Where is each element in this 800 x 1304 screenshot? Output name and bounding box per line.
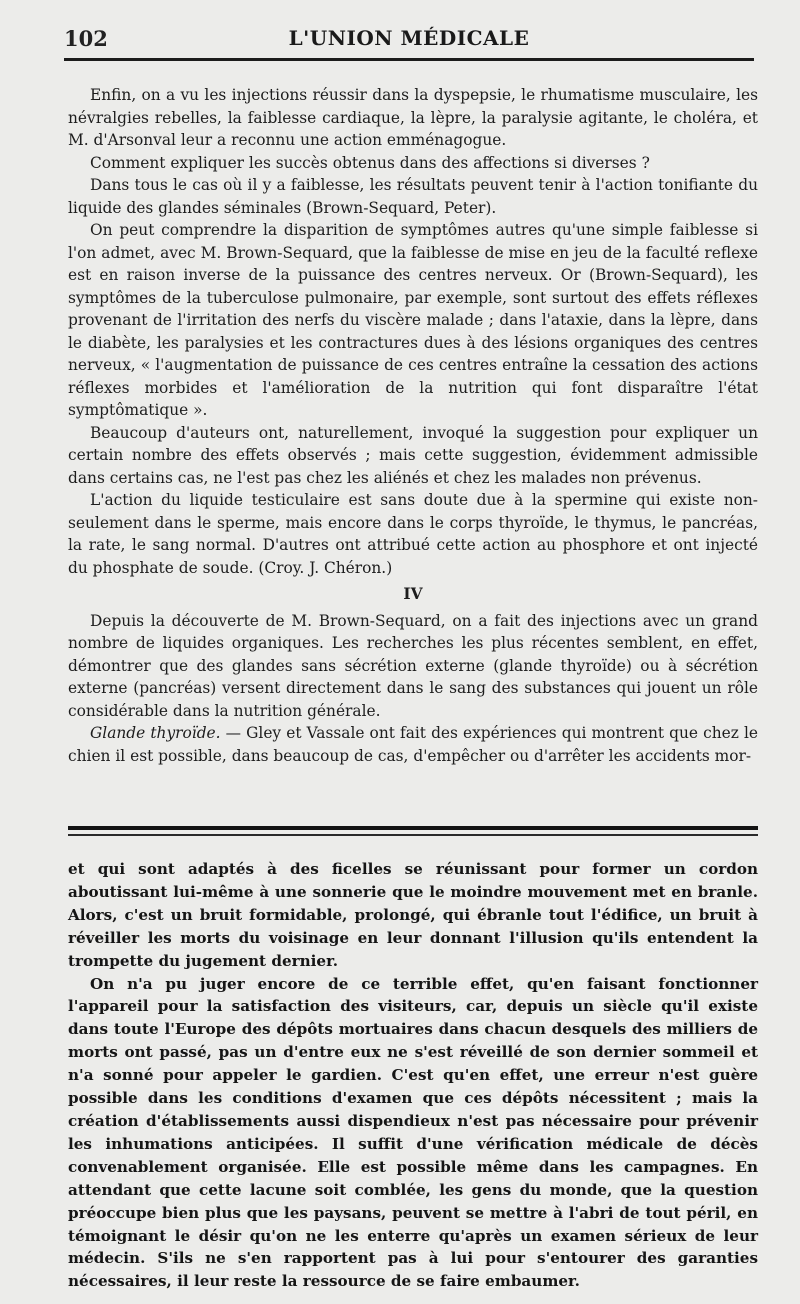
section-heading: IV <box>403 585 423 603</box>
paragraph-text: — Gley et Vassale ont fait des expériences qui montrent que chez le chien il est possible, dans beaucoup de cas, d'empêcher ou d'arrêter les accidents mor- <box>68 724 758 765</box>
page-number: 102 <box>64 26 108 51</box>
paragraph: L'action du liquide testiculaire est sans doute due à la spermine qui existe non-seulement dans le sperme, mais encore dans le corps thyroïde, le thymus, le pancréas, la rate, le sang normal. D'autres ont attribué cette action au phosphore et ont injecté du phosphate de soude. (Croy. J. Chéron.) <box>68 491 758 577</box>
feuilleton-rule-thin <box>68 834 758 836</box>
paragraph: Beaucoup d'auteurs ont, naturellement, invoqué la suggestion pour expliquer un certain nombre des effets observés ; mais cette suggestion, évidemment admissible dans certains cas, ne l'est pas chez les aliénés et chez les malades non prévenus. <box>68 423 758 487</box>
feuilleton-section <box>68 858 758 1293</box>
paragraph: Depuis la découverte de M. Brown-Sequard, on a fait des injections avec un grand nombre de liquides organiques. Les recherches les plus récentes semblent, en effet, démontrer que des glandes sans sécrétion externe (glande thyroïde) ou à sécrétion externe (pancréas) versent directement dans le sang des substances qui jouent un rôle considérable dans la nutrition générale. <box>68 611 758 720</box>
paragraph: et qui sont adaptés à des ficelles se réunissant pour former un cordon aboutissant lui-même à une sonnerie que le moindre mouvement met en branle. Alors, c'est un bruit formidable, prolongé, qui ébranle tout l'édifice, un bruit à réveiller les morts du voisinage en leur donnant l'illusion qu'ils entendent la trompette du jugement dernier. <box>68 860 758 970</box>
header-rule <box>64 58 754 61</box>
main-article <box>68 84 758 767</box>
paragraph: On n'a pu juger encore de ce terrible effet, qu'en faisant fonctionner l'appareil pour la satisfaction des visiteurs, car, depuis un siècle qu'il existe dans toute l'Europe des dépôts mortuaires dans chacun desquels des milliers de morts ont passé, pas un d'entre eux ne s'est réveillé de son dernier sommeil et n'a sonné pour appeler le gardien. C'est qu'en effet, une erreur n'est guère possible dans les conditions d'examen que ces dépôts nécessitent ; mais la création d'établissements aussi dispendieux n'est pas nécessaire pour prévenir les inhumations anticipées. Il suffit d'une vérification médicale de décès convenablement organisée. Elle est possible même dans les campagnes. En attendant que cette lacune soit comblée, les gens du monde, que la question préoccupe bien plus que les paysans, peuvent se mettre à l'abri de tout péril, en témoignant le désir qu'on ne les enterre qu'après un examen sérieux de leur médecin. S'ils ne s'en rapportent pas à lui pour s'entourer des garanties nécessaires, il leur reste la ressource de se faire embaumer. <box>68 974 758 1291</box>
journal-title: L'UNION MÉDICALE <box>288 26 530 50</box>
paragraph <box>68 722 758 767</box>
italic-subheading: Glande thyroïde. <box>90 724 221 742</box>
paragraph: Comment expliquer les succès obtenus dans des affections si diverses ? <box>90 153 650 172</box>
feuilleton-rule-thick <box>68 826 758 830</box>
page-header <box>64 24 754 50</box>
paragraph: On peut comprendre la disparition de symptômes autres qu'une simple faiblesse si l'on admet, avec M. Brown-Sequard, que la faiblesse de mise en jeu de la faculté reflexe est en raison inverse de la puissance des centres nerveux. Or (Brown-Sequard), les symptômes de la tuberculose pulmonaire, par exemple, sont surtout des effets réflexes provenant de l'irritation des nerfs du viscère malade ; dans l'ataxie, dans la lèpre, dans le diabète, les paralysies et les contractures dues à des lésions organiques des centres nerveux, « l'augmentation de puissance de ces centres entraîne la cessation des actions réflexes morbides et l'amélioration de la nutrition qui font disparaître l'état symptômatique ». <box>68 221 758 419</box>
paragraph: Dans tous le cas où il y a faiblesse, les résultats peuvent tenir à l'action tonifiante du liquide des glandes séminales (Brown-Sequard, Peter). <box>68 176 758 217</box>
paragraph: Enfin, on a vu les injections réussir dans la dyspepsie, le rhumatisme musculaire, les névralgies rebelles, la faiblesse cardiaque, la lèpre, la paralysie agitante, le choléra, et M. d'Arsonval leur a reconnu une action emménagogue. <box>68 86 758 149</box>
